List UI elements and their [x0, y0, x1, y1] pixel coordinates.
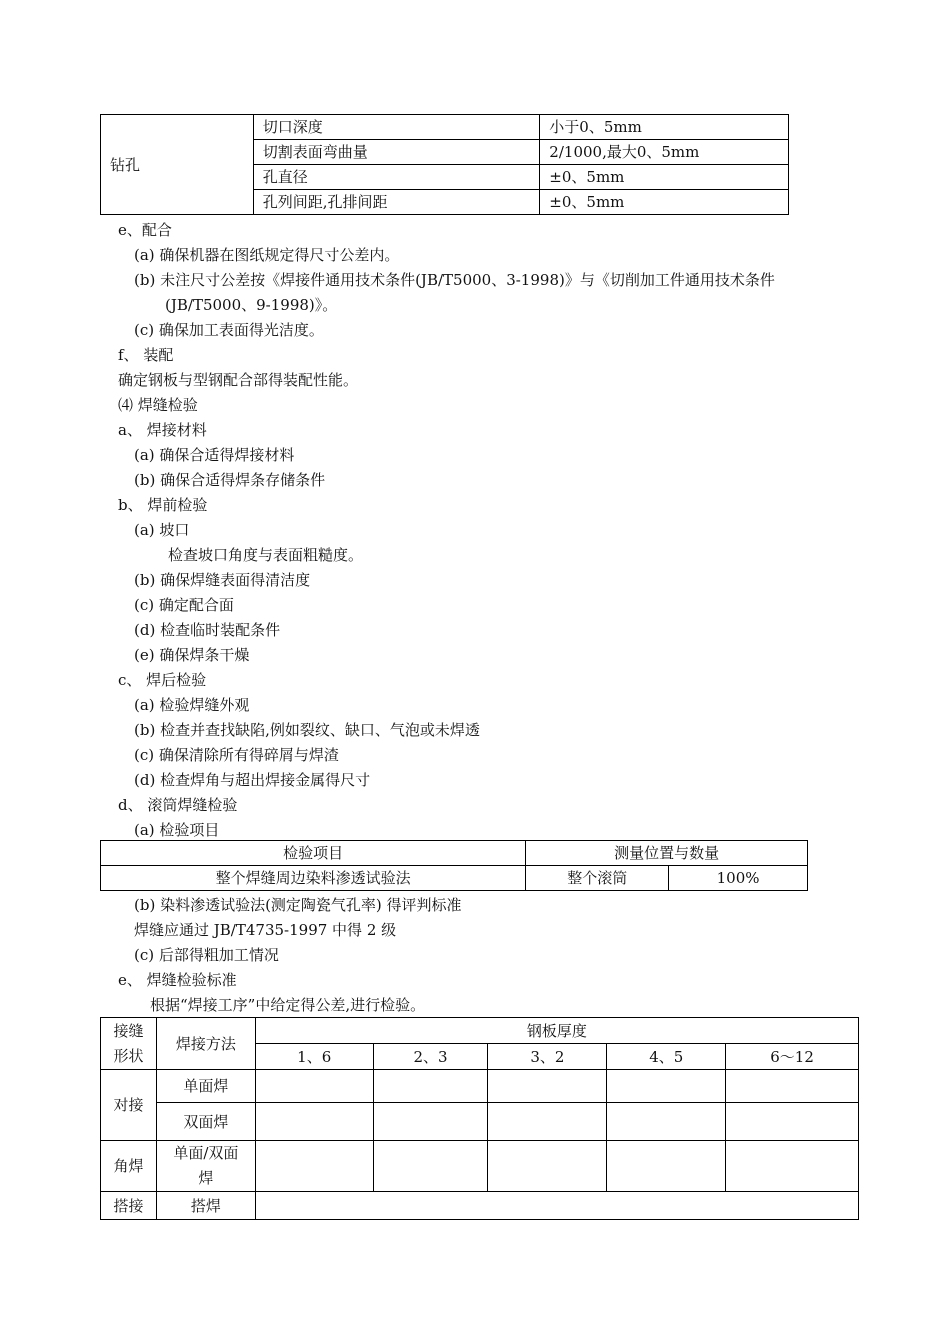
table-cell: 孔直径	[253, 165, 540, 190]
text-line: e、 焊缝检验标准	[118, 971, 237, 989]
table-header-cell: 检验项目	[101, 841, 526, 866]
empty-cell	[607, 1070, 726, 1103]
table-cell	[156, 1141, 255, 1192]
header-line: 形状	[113, 1046, 144, 1065]
text-line: 焊缝应通过 JB/T4735-1997 中得 2 级	[134, 921, 397, 939]
thickness-cell: 1、6	[255, 1044, 373, 1070]
empty-cell	[255, 1103, 373, 1141]
thickness-cell: 6～12	[726, 1044, 859, 1070]
drilling-tolerance-table	[100, 114, 789, 215]
empty-cell	[488, 1141, 607, 1192]
text-line: (a) 检验项目	[134, 821, 220, 839]
text-line: 检查坡口角度与表面粗糙度。	[168, 546, 364, 564]
empty-cell	[255, 1070, 373, 1103]
table-cell: 小于0、5mm	[540, 115, 789, 140]
table-cell: 切口深度	[253, 115, 540, 140]
empty-cell	[607, 1103, 726, 1141]
text-line: 确定钢板与型钢配合部得装配性能。	[118, 371, 359, 389]
text-line: b、 焊前检验	[118, 496, 208, 514]
butt-joint-label: 对接	[101, 1070, 157, 1141]
empty-cell	[255, 1141, 373, 1192]
text-line: (b) 确保焊缝表面得清洁度	[134, 571, 311, 589]
table-cell: 2/1000,最大0、5mm	[540, 140, 789, 165]
fillet-joint-label: 角焊	[101, 1141, 157, 1192]
text-line: (b) 确保合适得焊条存储条件	[134, 471, 326, 489]
text-line: (d) 检查临时装配条件	[134, 621, 281, 639]
table-cell: ±0、5mm	[540, 190, 789, 215]
plate-thickness-header: 钢板厚度	[255, 1018, 858, 1044]
text-line: ⑷ 焊缝检验	[118, 396, 198, 414]
empty-cell	[726, 1070, 859, 1103]
joint-shape-header	[101, 1018, 157, 1070]
cell-line: 单面/双面	[173, 1144, 239, 1162]
weld-standard-table	[100, 1017, 859, 1220]
text-line: (c) 确保清除所有得碎屑与焊渣	[134, 746, 339, 764]
table-header-cell: 测量位置与数量	[526, 841, 808, 866]
text-line: (b) 染料渗透试验法(测定陶瓷气孔率) 得评判标准	[134, 896, 462, 914]
table-cell: 100%	[669, 866, 808, 891]
drilling-row-label: 钻孔	[101, 115, 254, 215]
text-line: (JB/T5000、9-1998)》。	[165, 296, 338, 314]
text-line: (c) 后部得粗加工情况	[134, 946, 279, 964]
header-line: 接缝	[113, 1021, 144, 1040]
empty-cell	[726, 1141, 859, 1192]
text-line: (a) 坡口	[134, 521, 190, 539]
text-line: 根据“焊接工序”中给定得公差,进行检验。	[150, 996, 426, 1014]
table-cell: 双面焊	[156, 1103, 255, 1141]
text-line: (c) 确定配合面	[134, 596, 234, 614]
weld-method-header: 焊接方法	[156, 1018, 255, 1070]
text-line: (e) 确保焊条干燥	[134, 646, 250, 664]
text-line: (b) 检查并查找缺陷,例如裂纹、缺口、气泡或未焊透	[134, 721, 480, 739]
empty-cell	[488, 1103, 607, 1141]
text-line: a、 焊接材料	[118, 421, 207, 439]
cell-line: 焊	[198, 1169, 214, 1187]
text-line: f、 装配	[118, 346, 174, 364]
empty-cell	[373, 1141, 488, 1192]
empty-cell	[373, 1103, 488, 1141]
table-cell: ±0、5mm	[540, 165, 789, 190]
text-line: (d) 检查焊角与超出焊接金属得尺寸	[134, 771, 371, 789]
thickness-cell: 4、5	[607, 1044, 726, 1070]
text-line: (b) 未注尺寸公差按《焊接件通用技术条件(JB/T5000、3-1998)》与《切削加工件通用技术条件	[134, 271, 775, 289]
table-cell: 整个滚筒	[526, 866, 669, 891]
text-line: c、 焊后检验	[118, 671, 207, 689]
lap-joint-label: 搭接	[101, 1192, 157, 1220]
table-cell: 孔列间距,孔排间距	[253, 190, 540, 215]
text-line: (c) 确保加工表面得光洁度。	[134, 321, 324, 339]
table-cell: 整个焊缝周边染料渗透试验法	[101, 866, 526, 891]
thickness-cell: 2、3	[373, 1044, 488, 1070]
empty-cell	[255, 1192, 858, 1220]
table-cell: 单面焊	[156, 1070, 255, 1103]
text-line: (a) 确保机器在图纸规定得尺寸公差内。	[134, 246, 400, 264]
empty-cell	[373, 1070, 488, 1103]
inspection-items-table	[100, 840, 808, 891]
table-cell: 切割表面弯曲量	[253, 140, 540, 165]
text-line: (a) 确保合适得焊接材料	[134, 446, 295, 464]
text-line: (a) 检验焊缝外观	[134, 696, 250, 714]
empty-cell	[726, 1103, 859, 1141]
empty-cell	[488, 1070, 607, 1103]
empty-cell	[607, 1141, 726, 1192]
thickness-cell: 3、2	[488, 1044, 607, 1070]
table-cell: 搭焊	[156, 1192, 255, 1220]
text-line: d、 滚筒焊缝检验	[118, 796, 238, 814]
text-line: e、配合	[118, 221, 172, 239]
